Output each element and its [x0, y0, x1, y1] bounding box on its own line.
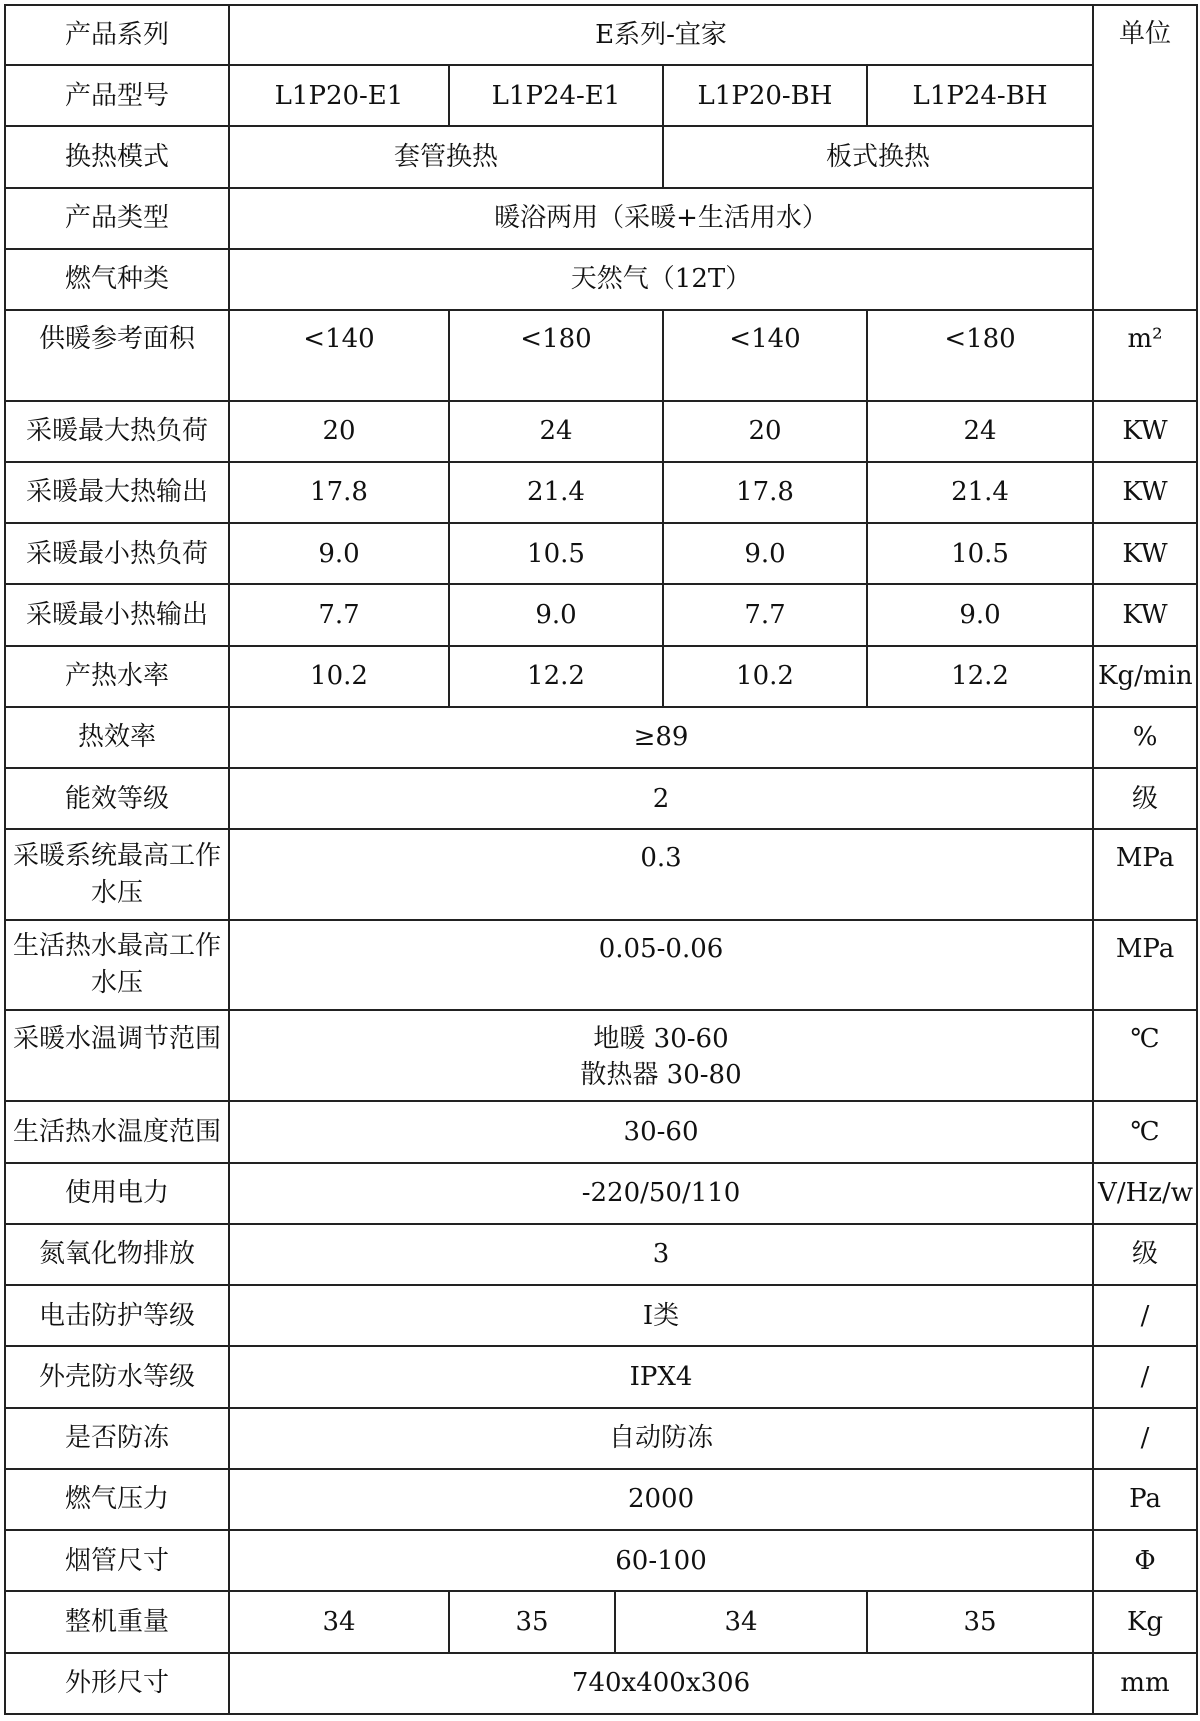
dhw-temp-range-unit: ℃	[1093, 1101, 1197, 1162]
unit-header: 单位	[1093, 5, 1197, 310]
row-heating-area	[5, 310, 1197, 400]
max-heat-load-cell: 20	[663, 401, 867, 462]
thermal-efficiency-unit: %	[1093, 707, 1197, 768]
row-thermal-efficiency	[5, 707, 1197, 768]
row-gas-type	[5, 249, 1197, 310]
dhw-max-pressure-unit: MPa	[1093, 920, 1197, 1010]
row-min-heat-output	[5, 584, 1197, 645]
nox-unit: 级	[1093, 1224, 1197, 1285]
dhw-max-pressure-label: 生活热水最高工作水压	[5, 920, 229, 1010]
waterproof-value: IPX4	[229, 1346, 1093, 1407]
row-heating-max-pressure	[5, 829, 1197, 919]
flue-size-unit: Φ	[1093, 1530, 1197, 1591]
min-heat-load-unit: KW	[1093, 523, 1197, 584]
dhw-temp-range-label: 生活热水温度范围	[5, 1101, 229, 1162]
dimensions-value: 740x400x306	[229, 1653, 1093, 1714]
energy-grade-label: 能效等级	[5, 768, 229, 829]
nox-value: 3	[229, 1224, 1093, 1285]
waterproof-unit: /	[1093, 1346, 1197, 1407]
max-heat-output-cell: 21.4	[449, 462, 663, 523]
heating-area-label: 供暖参考面积	[5, 310, 229, 400]
weight-cell: 35	[449, 1591, 615, 1652]
weight-cell: 35	[867, 1591, 1093, 1652]
heating-area-cell: <180	[449, 310, 663, 400]
hot-water-rate-unit: Kg/min	[1093, 646, 1197, 707]
product-type-value: 暖浴两用（采暖+生活用水）	[229, 188, 1093, 249]
weight-cell: 34	[615, 1591, 867, 1652]
thermal-efficiency-label: 热效率	[5, 707, 229, 768]
max-heat-load-cell: 24	[867, 401, 1093, 462]
row-waterproof	[5, 1346, 1197, 1407]
min-heat-output-unit: KW	[1093, 584, 1197, 645]
spec-table	[4, 4, 1198, 1715]
model-cell: L1P20-BH	[663, 65, 867, 126]
row-models	[5, 65, 1197, 126]
gas-pressure-label: 燃气压力	[5, 1469, 229, 1530]
product-type-label: 产品类型	[5, 188, 229, 249]
row-dimensions	[5, 1653, 1197, 1714]
row-hot-water-rate	[5, 646, 1197, 707]
row-flue-size	[5, 1530, 1197, 1591]
gas-type-value: 天然气（12T）	[229, 249, 1093, 310]
exchange-mode-value: 套管换热	[229, 126, 663, 187]
row-max-heat-load	[5, 401, 1197, 462]
heating-temp-radiator: 散热器 30-80	[580, 1060, 742, 1091]
heating-temp-range-value	[229, 1010, 1093, 1101]
weight-unit: Kg	[1093, 1591, 1197, 1652]
row-dhw-max-pressure	[5, 920, 1197, 1010]
max-heat-output-cell: 21.4	[867, 462, 1093, 523]
antifreeze-unit: /	[1093, 1408, 1197, 1469]
max-heat-load-unit: KW	[1093, 401, 1197, 462]
hot-water-rate-cell: 10.2	[663, 646, 867, 707]
row-max-heat-output	[5, 462, 1197, 523]
shock-protection-label: 电击防护等级	[5, 1285, 229, 1346]
gas-pressure-value: 2000	[229, 1469, 1093, 1530]
hot-water-rate-label: 产热水率	[5, 646, 229, 707]
heating-max-pressure-value: 0.3	[229, 829, 1093, 919]
exchange-mode-label: 换热模式	[5, 126, 229, 187]
max-heat-load-label: 采暖最大热负荷	[5, 401, 229, 462]
max-heat-output-label: 采暖最大热输出	[5, 462, 229, 523]
row-power	[5, 1163, 1197, 1224]
series-value: E系列-宜家	[229, 5, 1093, 65]
antifreeze-value: 自动防冻	[229, 1408, 1093, 1469]
heating-temp-range-unit: ℃	[1093, 1010, 1197, 1101]
heating-max-pressure-label: 采暖系统最高工作水压	[5, 829, 229, 919]
row-nox	[5, 1224, 1197, 1285]
power-unit: V/Hz/w	[1093, 1163, 1197, 1224]
nox-label: 氮氧化物排放	[5, 1224, 229, 1285]
row-exchange-mode	[5, 126, 1197, 187]
max-heat-output-unit: KW	[1093, 462, 1197, 523]
min-heat-load-cell: 10.5	[867, 523, 1093, 584]
hot-water-rate-cell: 12.2	[867, 646, 1093, 707]
shock-protection-unit: /	[1093, 1285, 1197, 1346]
hot-water-rate-cell: 12.2	[449, 646, 663, 707]
series-label: 产品系列	[5, 5, 229, 65]
row-antifreeze	[5, 1408, 1197, 1469]
waterproof-label: 外壳防水等级	[5, 1346, 229, 1407]
row-dhw-temp-range	[5, 1101, 1197, 1162]
antifreeze-label: 是否防冻	[5, 1408, 229, 1469]
row-series	[5, 5, 1197, 65]
exchange-mode-value: 板式换热	[663, 126, 1093, 187]
gas-type-label: 燃气种类	[5, 249, 229, 310]
model-cell: L1P24-E1	[449, 65, 663, 126]
weight-cell: 34	[229, 1591, 449, 1652]
heating-area-cell: <180	[867, 310, 1093, 400]
min-heat-load-cell: 9.0	[229, 523, 449, 584]
min-heat-output-cell: 7.7	[663, 584, 867, 645]
thermal-efficiency-value: ≥89	[229, 707, 1093, 768]
heating-temp-floor: 地暖 30-60	[593, 1024, 729, 1055]
row-gas-pressure	[5, 1469, 1197, 1530]
heating-area-unit: m²	[1093, 310, 1197, 400]
max-heat-load-cell: 24	[449, 401, 663, 462]
dimensions-unit: mm	[1093, 1653, 1197, 1714]
weight-label: 整机重量	[5, 1591, 229, 1652]
heating-temp-range-label: 采暖水温调节范围	[5, 1010, 229, 1101]
power-label: 使用电力	[5, 1163, 229, 1224]
row-heating-temp-range	[5, 1010, 1197, 1101]
heating-area-cell: <140	[663, 310, 867, 400]
min-heat-load-cell: 10.5	[449, 523, 663, 584]
dhw-max-pressure-value: 0.05-0.06	[229, 920, 1093, 1010]
row-weight	[5, 1591, 1197, 1652]
gas-pressure-unit: Pa	[1093, 1469, 1197, 1530]
row-shock-protection	[5, 1285, 1197, 1346]
min-heat-output-cell: 9.0	[867, 584, 1093, 645]
energy-grade-value: 2	[229, 768, 1093, 829]
row-product-type	[5, 188, 1197, 249]
row-energy-grade	[5, 768, 1197, 829]
hot-water-rate-cell: 10.2	[229, 646, 449, 707]
row-min-heat-load	[5, 523, 1197, 584]
max-heat-output-cell: 17.8	[229, 462, 449, 523]
shock-protection-value: I类	[229, 1285, 1093, 1346]
power-value: -220/50/110	[229, 1163, 1093, 1224]
heating-area-cell: <140	[229, 310, 449, 400]
min-heat-output-cell: 9.0	[449, 584, 663, 645]
dimensions-label: 外形尺寸	[5, 1653, 229, 1714]
max-heat-output-cell: 17.8	[663, 462, 867, 523]
energy-grade-unit: 级	[1093, 768, 1197, 829]
models-label: 产品型号	[5, 65, 229, 126]
heating-max-pressure-unit: MPa	[1093, 829, 1197, 919]
min-heat-output-cell: 7.7	[229, 584, 449, 645]
dhw-temp-range-value: 30-60	[229, 1101, 1093, 1162]
min-heat-output-label: 采暖最小热输出	[5, 584, 229, 645]
flue-size-label: 烟管尺寸	[5, 1530, 229, 1591]
flue-size-value: 60-100	[229, 1530, 1093, 1591]
min-heat-load-label: 采暖最小热负荷	[5, 523, 229, 584]
min-heat-load-cell: 9.0	[663, 523, 867, 584]
model-cell: L1P24-BH	[867, 65, 1093, 126]
model-cell: L1P20-E1	[229, 65, 449, 126]
max-heat-load-cell: 20	[229, 401, 449, 462]
